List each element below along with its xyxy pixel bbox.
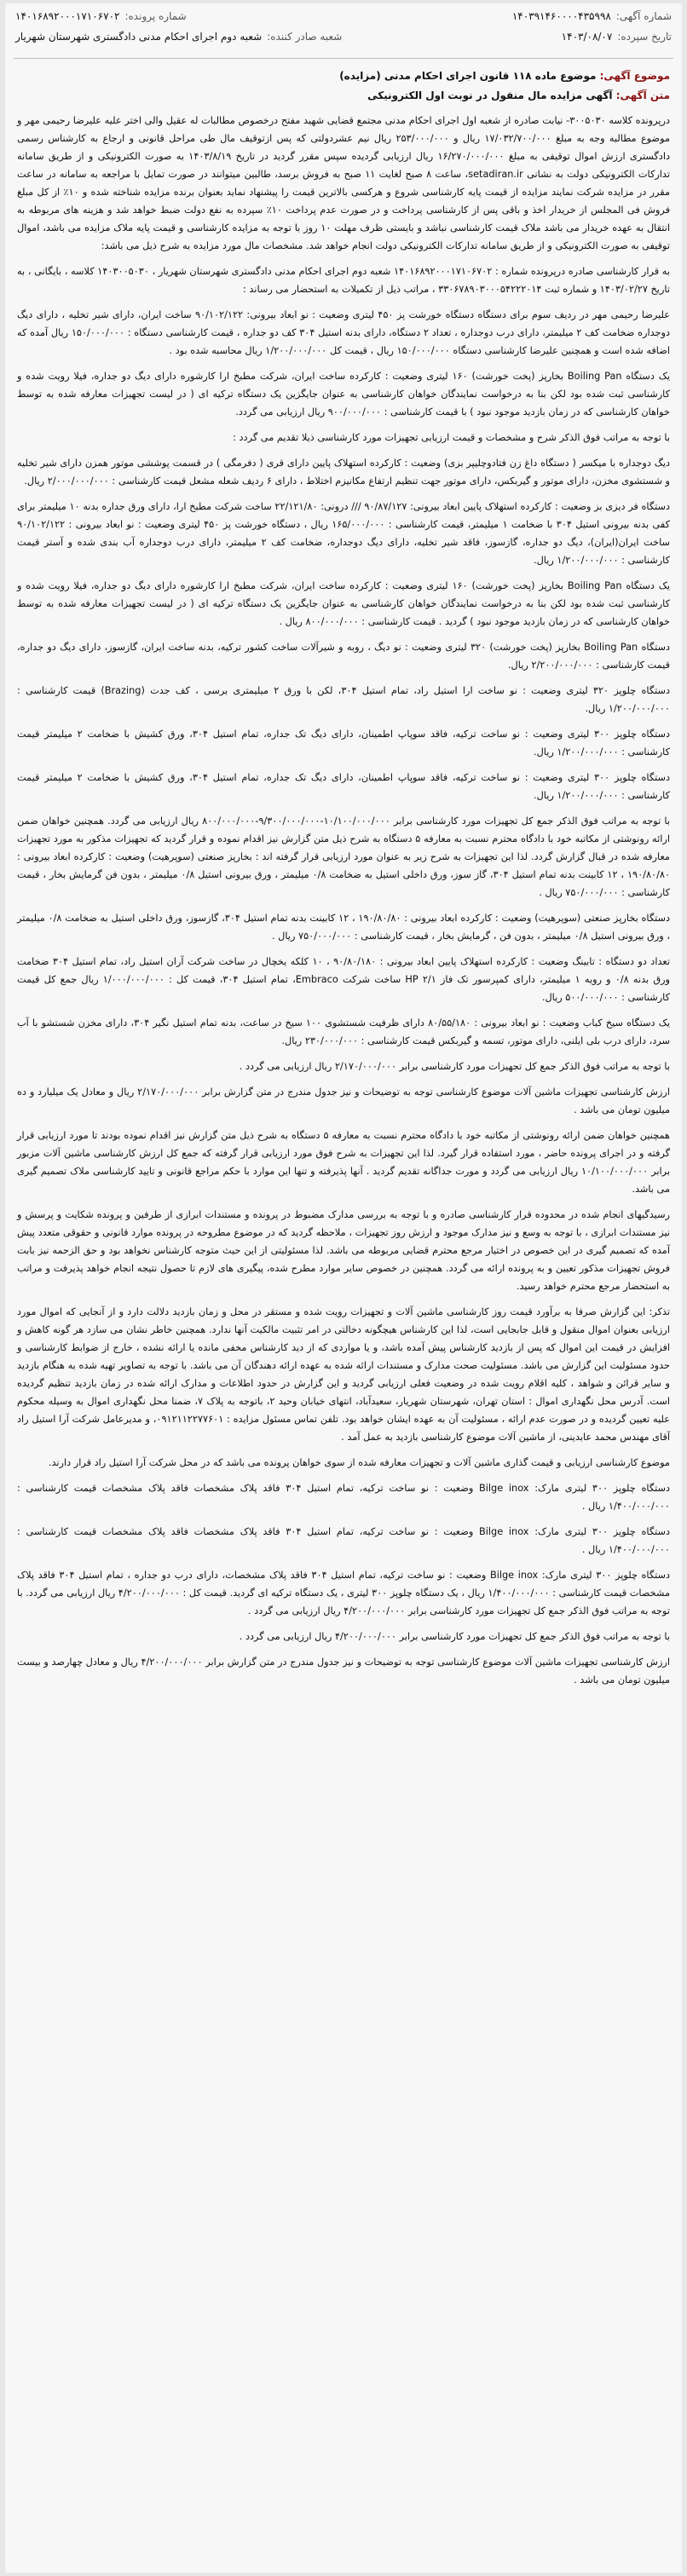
notice-body-title-text: آگهی مزایده مال منقول در نوبت اول الکترونیکی [367,89,613,101]
notice-body-title [17,87,670,105]
issuing-branch [15,31,342,43]
notice-subject [17,67,670,85]
letter-number-label: شماره آگهی: [615,10,672,22]
notice-paragraph: ارزش کارشناسی تجهیزات ماشین آلات موضوع کارشناسی توجه به توضیحات و نیز جدول مندرج در متن گزارش برابر ۴/۲۰۰/۰۰۰/۰۰۰ ریال و معادل چهارصد و بیست میلیون تومان می باشد . [17,1657,670,1686]
notice-paragraph: تعداد دو دستگاه : تابینگ وضعیت : کارکرده استهلاک پایین ابعاد بیرونی : ۹۰/۸۰/۱۸۰ ، ۱۰ کلکه یخچال در ساخت شرکت آران استیل راد، تمام استیل ۳۰۴ ضخامت ورق بدنه ۰/۸ و رویه ۱ میلیمتر، دارای کمپرسور تک فاز HP ۲/۱ ساخت شرکت Embraco، تمام استیل ۳۰۴، قیمت کل : ۱/۰۰۰/۰۰۰/۰۰۰ ریال جمع کل قیمت کارشناسی : ۵۰۰/۰۰۰/۰۰۰ ریال. [17,956,670,1003]
notice-body-label: متن آگهی: [615,89,670,101]
notice-paragraph: یک دستگاه Boiling Pan بخارپز (پخت خورشت) ۱۶۰ لیتری وضعیت : کارکرده ساخت ایران، شرکت مطبخ ارا کارشوره دارای دیگ دو جداره، فیلا رویت شده و کارشناسی ثبت شده بود لکن بنا به درخواست نمایندگان خواهان کارشناسی به عنوان جایگزین یک دستگاه ترکیه ای ( در لیست تجهیزات معارفه شده به توسط خواهان کارشناسی که در زمان بازدید موجود نبود ) با قیمت کارشناسی : ۹۰۰/۰۰۰/۰۰۰ ریال ارزیابی می گردد. [17,371,670,418]
notice-paragraphs [17,112,670,1689]
notice-header [5,3,682,58]
notice-paragraph: تذکر: این گزارش صرفا به برآورد قیمت روز کارشناسی ماشین آلات و تجهیزات رویت شده و مستقر در محل و زمان بازدید دلالت دارد و از آنجایی که اموال مورد ارزیابی بعنوان اموال منقول و قابل جابجایی است، لذا این کارشناس هیچگونه دخالتی در امر تثبیت مالکیت آنها ندارد. همچنین خاطر نشان می سازد هر گونه کاهش و افزایش در قیمت این اموال که پس از بازدید کارشناس پیش آمده باشد، و یا مواردی که از دید کارشناس مخفی مانده یا ارائه نشده ، خارج از ضوابط کارشناسی و حدود مسئولیت این گزارش می باشد. مسئولیت صحت مدارک و مستندات ارائه شده به عهده ارائه دهندگان آن می باشد. با توجه به تصاویر تهیه شده به هنگام بازدید و سایر قرائن و شواهد ، کلیه اقلام رویت شده در وضعیت فعلی ارزیابی گردید و این گزارش در حدود اطلاعات و مدارک ارائه شده در زمان بازدید تنظیم گردیده است. آدرس محل نگهداری اموال : استان تهران، شهرستان شهریار، سعیدآباد، انتهای خیابان وحید ۲، باتوجه به پلاک ۷، ضمنا محل نگهداری اموال به وسیله محکوم علیه تعیین گردیده و در صورت عدم ارائه ، مسئولیت آن به عهده ایشان خواهد بود. تلفن تماس مسئول مزایده : ۰۹۱۲۱۱۲۲۷۷۶۰۱، و مدیرعامل شرکت آرا استیل راد آقای مهندس محمد عابدینی، از ماشین آلات موضوع کارشناسی بازدید به عمل آمد . [17,1306,670,1443]
notice-paragraph: همچنین خواهان ضمن ارائه رونوشتی از مکاتبه خود با دادگاه محترم نسبت به معارفه ۵ دستگاه به شرح ذیل متن گزارش نیز اقدام نموده بودند تا مورد ارزیابی قرار گرفته و در اجرای پرونده حاضر ، مورد استفاده قرار گیرد. لذا این تجهیزات به شرح فوق مورد ارزیابی قرار گرفته که جمع کل ارزش کارشناسی ماشین آلات مزبور برابر ۱۰/۱۰۰/۰۰۰/۰۰۰ ریال ارزیابی می گردد و مورت جداگانه تقدیم گردید . آنها پذیرفته و تنها این موارد با حکم مراجع قانونی و تایید کارشناسی ملاک تصمیم گیری می باشد. [17,1130,670,1195]
notice-paragraph: با توجه به مراتب فوق الذکر شرح و مشخصات و قیمت ارزیابی تجهیزات مورد کارشناسی ذیلا تقدیم می گردد : [233,432,670,443]
deposit-date [562,31,672,43]
header-row-1 [15,10,672,22]
notice-content [5,59,682,1689]
notice-paragraph: موضوع کارشناسی ارزیابی و قیمت گذاری ماشین آلات و تجهیزات معارفه شده از سوی خواهان پرونده می باشد که در محل شرکت آرا استیل راد قرار دارند. [48,1457,670,1468]
case-number-label: شماره پرونده: [124,10,187,22]
notice-paragraph: دستگاه بخارپز صنعتی (سوپرهیت) وضعیت : کارکرده ابعاد بیرونی : ۱۹۰/۸۰/۸۰ ، ۱۲ کابینت بدنه تمام استیل ۳۰۴، گازسوز، ورق داخلی استیل به ضخامت ۰/۸ میلیمتر ، ورق بیرونی استیل ۰/۸ میلیمتر ، بدون فن ، گرمایش بخار ، قیمت کارشناسی : ۷۵۰/۰۰۰/۰۰۰ ریال . [17,913,670,942]
notice-paragraph: یک دستگاه Boiling Pan بخارپز (پخت خورشت) ۱۶۰ لیتری وضعیت : کارکرده ساخت ایران، شرکت مطبخ ارا کارشوره دارای دیگ دو جداره، فیلا رویت شده و کارشناسی ثبت شده بود لکن بنا به درخواست نمایندگان خواهان کارشناسی به عنوان جایگزین یک دستگاه ترکیه ای ( در لیست تجهیزات معارفه شده به توسط خواهان کارشناسی که در زمان بازدید موجود نبود ) گردید . قیمت کارشناسی : ۸۰۰/۰۰۰/۰۰۰ ریال . [17,580,670,627]
notice-paragraph: علیرضا رحیمی مهر در ردیف سوم برای دستگاه دستگاه خورشت پز ۴۵۰ لیتری وضعیت : نو ابعاد بیرونی: ۹۰/۱۰۲/۱۲۲ ساخت ایران، دارای شیر تخلیه ، دارای دیگ دوجداره ضخامت کف ۲ میلیمتر، دارای درب دوجداره ، تعداد ۲ دستگاه، دارای بدنه استیل ۳۰۴ کف دو جداره ، قیمت کارشناسی دستگاه : ۱۵۰/۰۰۰/۰۰۰ ریال آمده که اضافه شده است و همچنین علیرضا کارشناسی دستگاه ۱۵۰/۰۰۰/۰۰۰ ریال ، قیمت کل ۱/۲۰۰/۰۰۰/۰۰۰ ریال محاسبه شده بود . [17,309,671,356]
notice-paragraph: یک دستگاه سیخ کباب وضعیت : نو ابعاد بیرونی : ۸۰/۵۵/۱۸۰ دارای ظرفیت شستشوی ۱۰۰ سیخ در ساعت، بدنه تمام استیل نگیر ۳۰۴، دارای مخزن شستشو با آب سرد، دارای درب بلی ایلنی، دارای موتور، تسمه و گیربکس قیمت کارشناسی : ۲۳۰/۰۰۰/۰۰۰ ریال. [17,1017,670,1046]
letter-number-value: ۱۴۰۳۹۱۴۶۰۰۰۰۴۳۵۹۹۸ [511,10,611,22]
notice-paragraph: دستگاه چلوپز ۳۰۰ لیتری مارک: Bilge inox وضعیت : نو ساخت ترکیه، تمام استیل ۳۰۴ فاقد پلاک مشخصات، دارای درب دو جداره ، تمام استیل ۳۰۴ فاقد پلاک مشخصات قیمت کارشناسی : ۱/۴۰۰/۰۰۰/۰۰۰ ریال ، یک دستگاه چلوپز ۳۰۰ لیتری ، یک دستگاه ترکیه ای گردید. قیمت کل : ۴/۲۰۰/۰۰۰/۰۰۰ ریال ارزیابی می گردد. با توجه به مراتب فوق الذکر جمع کل تجهیزات مورد کارشناسی برابر ۴/۲۰۰/۰۰۰/۰۰۰ ریال ارزیابی می گردد . [17,1570,671,1616]
notice-paragraph: دستگاه Boiling Pan بخارپز (پخت خورشت) ۳۲۰ لیتری وضعیت : نو دیگ ، روبه و شیرآلات ساخت کشور ترکیه، بدنه ساخت ایران، گازسوز، دارای دیگ دو جداره، قیمت کارشناسی : ۲/۲۰۰/۰۰۰/۰۰۰ ریال. [17,642,670,671]
notice-paragraph: دیگ دوجداره با میکسر ( دستگاه داغ زن فتادوچلیپر بزی) وضعیت : کارکرده استهلاک پایین دارای قری ( دفرمگی ) در قسمت پوششی موتور همزن دارای شیر تخلیه و شستشوی مخزن، دارای موتور و گیربکس، دارای موتور جهت تنظیم ارتفاع مکانیزم اختلاط ، دارای ۶ ردیف شعله مشعل قیمت کارشناسی : ۲/۰۰۰/۰۰۰/۰۰۰ ریال. [17,458,670,487]
notice-paragraph: دستگاه چلوپز ۳۰۰ لیتری مارک: Bilge inox وضعیت : نو ساخت ترکیه، تمام استیل ۳۰۴ فاقد پلاک مشخصات فاقد پلاک مشخصات قیمت کارشناسی : ۱/۴۰۰/۰۰۰/۰۰۰ ریال . [17,1483,670,1512]
letter-number [512,10,672,22]
notice-paragraph: دستگاه چلوپز ۳۲۰ لیتری وضعیت : نو ساخت ارا استیل راد، تمام استیل ۳۰۴، لکن با ورق ۲ میلیمتری برسی ، کف جدت (Brazing) قیمت کارشناسی : ۱/۲۰۰/۰۰۰/۰۰۰ ریال. [17,685,670,714]
case-number [15,10,187,22]
notice-paragraph: با توجه به مراتب فوق الذکر جمع کل تجهیزات مورد کارشناسی برابر ۲/۱۷۰/۰۰۰/۰۰۰ ریال ارزیابی می گردد . [239,1061,670,1072]
notice-paragraph: ارزش کارشناسی تجهیزات ماشین آلات موضوع کارشناسی توجه به توضیحات و نیز جدول مندرج در متن گزارش برابر ۲/۱۷۰/۰۰۰/۰۰۰ ریال و معادل یک میلیارد و ده میلیون تومان می باشد . [17,1086,670,1115]
notice-paragraph: رسیدگیهای انجام شده در محدوده قرار کارشناسی صادره و با توجه به بررسی مدارک مضبوط در پرونده و مستندات ابرازی از طرفین و پرونده شکایت و پرسش و نیز مستندات ابرازی ، با توجه به وسع و نیز مدارک موجود و ارزش روز تجهیزات ، ملاحظه گردید که در موضوع مطروحه در پرونده موارد قانونی و حقوقی متعدد پیش آمده که تصمیم گیری در این خصوص در اختیار مرجع محترم قضایی مربوطه می باشد. لذا مسئولیتی از این حیث متوجه کارشناس نخواهد بود و حق الزحمه نیز بابت فروش تجهیزات مذکور تعیین و به پرونده ارائه می گردد. همچنین در خصوص سایر موارد مطرح شده، پیگیری های لازم تا حصول نتیجه انجام خواهد پذیرفت و مراتب به استحضار مرجع محترم خواهد رسید. [17,1209,670,1292]
deposit-date-label: تاریخ سپرده: [617,31,672,43]
case-number-value: ۱۴۰۱۶۸۹۲۰۰۰۱۷۱۰۶۷۰۲ [15,10,120,22]
notice-paragraph: دستگاه چلوپز ۳۰۰ لیتری وضعیت : نو ساخت ترکیه، فاقد سوپاپ اطمینان، دارای دیگ تک جداره، تمام استیل ۳۰۴، ورق کشیش با ضخامت ۲ میلیمتر قیمت کارشناسی : ۱/۲۰۰/۰۰۰/۰۰۰ ریال. [17,772,671,801]
deposit-date-value: ۱۴۰۳/۰۸/۰۷ [561,31,613,43]
notice-subject-label: موضوع آگهی: [599,70,670,82]
notice-paragraph: درپرونده کلاسه ۳۰۰۵۰۳۰- نیابت صادره از شعبه اول اجرای احکام مدنی مجتمع قضایی شهید مفتح درخصوص مطالبات له عقیل والی اختر علیه علیرضا رحیمی مهر و موضوع مطالبه وجه به مبلغ ۱۷/۰۳۲/۷۰۰/۰۰۰ ریال و ۲۵۳/۰۰۰/۰۰۰ ریال نیم عشردولتی که پس ازتوقیف مال طی مراحل قانونی و ارجاع به کارشناس رسمی دادگستری ارزش اموال توقیفی به مبلغ ۱۶/۲۷۰/۰۰۰/۰۰۰ ریال ارزیابی گردیده سپس مقرر گردید در تاریخ ۱۴۰۳/۸/۱۹ به صورت الکترونیکی و از طریق سامانه تدارکات الکترونیکی دولت به نشانی setadiran.ir، ساعت ۸ صبح لغایت ۱۱ صبح به فروش برسد، طالبین میتوانند در صورت تمایل با مراجعه به سامانه در ساعت مقرر در مزایده شرکت نمایند مزایده از قیمت پایه کارشناسی شروع و هرکسی بالاترین قیمت را پیشنهاد نماید بعنوان برنده مزایده شناخته شده و ۱۰٪ از کل مبلغ فروش فی المجلس از خریدار اخذ و باقی پس از کارشناسی پرداخت و در صورت عدم پرداخت ۱۰٪ سپرده به نفع دولت ضبط خواهد شد و هزینه های مربوطه به انتقال به عهده خریدار می باشد ملاک قیمت کارشناسی نباشد و بایستی ظرف مهلت ۱۰ روز با توجه به مزایده کارشناسی و قیمت پایه ملاک مزایده می باشد، اموال توقیفی به صورت الکترونیکی و از طریق سامانه تدارکات الکترونیکی دولت انجام خواهد شد. مشخصات مال مورد مزایده به شرح ذیل می باشد: [17,115,671,251]
notice-paragraph: با توجه به مراتب فوق الذکر جمع کل تجهیزات مورد کارشناسی برابر ۱۰/۱۰۰/۰۰۰/۰۰۰-۹/۳۰۰/۰۰۰/۰۰۰-۸۰۰/۰۰۰/۰۰۰ ریال ارزیابی می گردد. همچنین خواهان ضمن ارائه رونوشتی از مکاتبه خود با دادگاه محترم نسبت به معارفه ۵ دستگاه به شرح ذیل متن گزارش نیز اقدام نموده و قرار گردید که تجهیزات مذکور به مورد تجهیزات معارفه شده در قبال گزارش گردد. لذا این تجهیزات به شرح زیر به عنوان مورد ارزیابی قرار گرفته اند : بخارپز صنعتی (سوپرهیت) وضعیت : کارکرده ابعاد بیرونی : ۱۹۰/۸۰/۸۰ ، ۱۲ کابینت بدنه تمام استیل ۳۰۴، گاز سوز، ورق داخلی استیل به ضخامت ۰/۸ میلیمتر ، ورق بیرونی استیل ۰/۸ میلیمتر ، بدون فن گرمایش بخار ، قیمت کارشناسی : ۷۵۰/۰۰۰/۰۰۰ ریال . [17,815,671,898]
issuing-branch-label: شعبه صادر کننده: [267,31,343,43]
notice-paragraph: دستگاه چلوپز ۳۰۰ لیتری مارک: Bilge inox وضعیت : نو ساخت ترکیه، تمام استیل ۳۰۴ فاقد پلاک مشخصات فاقد پلاک مشخصات قیمت کارشناسی : ۱/۴۰۰/۰۰۰/۰۰۰ ریال . [17,1526,670,1555]
notice-subject-text: موضوع ماده ۱۱۸ قانون اجرای احکام مدنی (مزایده) [339,70,597,82]
notice-paragraph: با توجه به مراتب فوق الذکر جمع کل تجهیزات مورد کارشناسی برابر ۴/۲۰۰/۰۰۰/۰۰۰ ریال ارزیابی می گردد . [239,1631,670,1642]
notice-paragraph: دستگاه فر دیزی بز وضعیت : کارکرده استهلاک پایین ابعاد بیرونی: ۹۰/۸۷/۱۲۷ /// درونی: ۲۲/۱۲۱/۸۰ ساخت شرکت مطبخ ارا، دارای ورق جداره بدنه ۱۰ میلیمتر برای کفی بدنه بیرونی استیل ۳۰۴ با ضخامت ۱ میلیمتر، قیمت کارشناسی : ۱۶۵/۰۰۰/۰۰۰ ریال ، دستگاه خورشت پز ۴۵۰ لیتری وضعیت : نو ابعاد بیرونی : ۹۰/۱۰۲/۱۲۲ ساخت ایران(ایران)، دیگ دو جداره، گازسوز، فاقد شیر تخلیه، دارای دیگ دوجداره، ضخامت کف ۲ میلیمتر، دارای درب دوجداره آب بندی شده و آستر قیمت کارشناسی : ۱/۲۰۰/۰۰۰/۰۰۰ ریال. [17,501,671,566]
notice-sheet [5,3,682,2573]
issuing-branch-value: شعبه دوم اجرای احکام مدنی دادگستری شهرستان شهریار [15,31,263,43]
notice-paragraph: دستگاه چلوپز ۳۰۰ لیتری وضعیت : نو ساخت ترکیه، فاقد سوپاپ اطمینان، دارای دیگ تک جداره، تمام استیل ۳۰۴، ورق کشیش با ضخامت ۲ میلیمتر قیمت کارشناسی : ۱/۲۰۰/۰۰۰/۰۰۰ ریال. [17,729,671,758]
header-row-2 [15,31,672,43]
notice-paragraph: به قرار کارشناسی صادره درپرونده شماره : ۱۴۰۱۶۸۹۲۰۰۰۱۷۱۰۶۷۰۲ شعبه دوم اجرای احکام مدنی دادگستری شهرستان شهریار ، ۱۴۰۳۰۰۵۰۳۰ کلاسه ، بایگانی ، به تاریخ ۱۴۰۳/۰۲/۲۷ و شماره ثبت ۳۳۰۶۷۸۹۰۳۰۰۰۵۴۲۲۲۰۱۴ ، مراتب ذیل از تکمیلات به استحضار می رساند : [17,266,670,295]
